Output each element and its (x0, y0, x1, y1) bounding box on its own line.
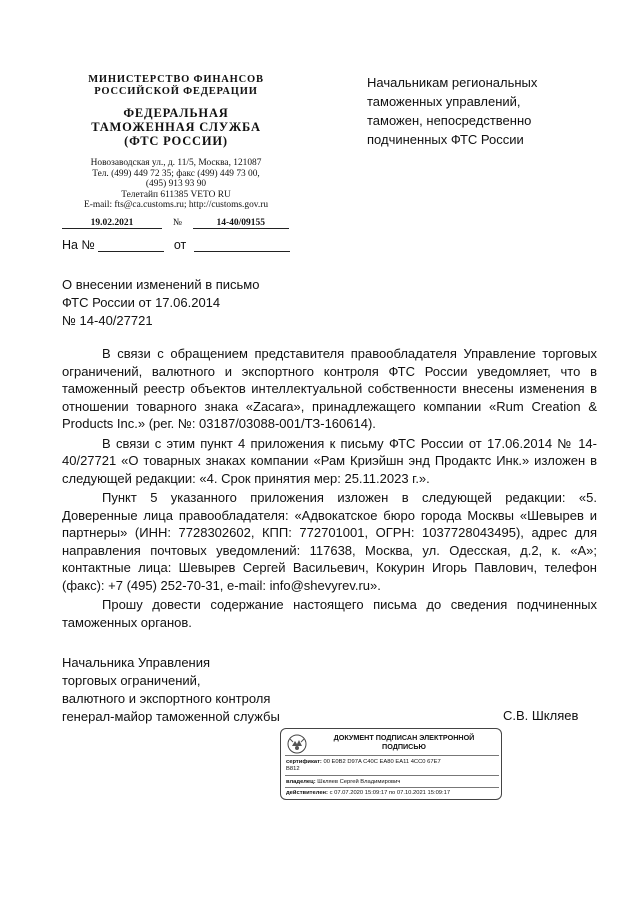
sender-header (58, 74, 294, 211)
stamp-divider (285, 775, 499, 776)
body-paragraph: Пункт 5 указанного приложения изложен в следующей редакции: «5. Доверенные лица правообладателя: «Адвокатское бюро города Москвы «Шевырев и партнеры» (ИНН: 7728302602, КПП: 772701001, ОГРН: 1037728043495), адрес для направления почтовых уведомлений: 117638, Москва, ул. Одесская, д.2, к. «А»; контактные лица: Шевырев Сергей Васильевич, Кокурин Игорь Павлович, телефон (факс): +7 (495) 252-70-31, e-mail: info@shevyrev.ru». (62, 490, 597, 593)
address-line: (495) 913 93 90 (145, 179, 207, 189)
document-number: 14-40/09155 (193, 218, 289, 229)
agency-line-2: ТАМОЖЕННАЯ СЛУЖБА (91, 120, 261, 134)
e-signature-stamp (280, 728, 502, 800)
owner-value: Шкляев Сергей Владимирович (317, 779, 401, 785)
sender-address (58, 158, 294, 211)
stamp-certificate (286, 759, 498, 766)
emblem-icon (286, 733, 308, 755)
signatory-title-line: Начальника Управления (62, 655, 211, 670)
addressee-line: таможенных управлений, (367, 94, 521, 109)
stamp-certificate-cont: B812 (286, 766, 300, 772)
address-line: E-mail: fts@ca.customs.ru; http://customs.gov.ru (83, 200, 269, 210)
subject-line: О внесении изменений в письмо (62, 277, 260, 292)
stamp-validity (286, 790, 498, 797)
signatory-name: С.В. Шкляев (503, 708, 579, 723)
signatory-title-line: генерал-майор таможенной службы (62, 709, 280, 724)
address-line: Новозаводская ул., д. 11/5, Москва, 121087 (90, 158, 262, 168)
agency-line-3: (ФТС РОССИИ) (124, 134, 228, 148)
address-line: Тел. (499) 449 72 35; факс (499) 449 73 00, (92, 168, 260, 179)
stamp-owner (286, 779, 498, 786)
reference-from-label: от (173, 238, 187, 252)
valid-label: действителен: (286, 790, 328, 796)
reference-label: На № (62, 238, 95, 252)
reference-date-blank (194, 239, 290, 252)
stamp-divider (285, 755, 499, 756)
signatory-title-line: торговых ограничений, (62, 673, 201, 688)
addressee-line: таможен, непосредственно (367, 113, 532, 128)
ministry-line-1: МИНИСТЕРСТВО ФИНАНСОВ (88, 74, 264, 85)
agency-line-1: ФЕДЕРАЛЬНАЯ (123, 106, 229, 120)
registration-line (62, 218, 292, 229)
signatory-title-line: валютного и экспортного контроля (62, 691, 271, 706)
valid-value: с 07.07.2020 15:09:17 по 07.10.2021 15:09:17 (329, 790, 451, 796)
address-line: Телетайп 611385 VETO RU (121, 189, 231, 200)
addressee (367, 73, 607, 149)
addressee-line: подчиненных ФТС России (367, 132, 524, 147)
signatory-title (62, 654, 362, 726)
addressee-line: Начальникам региональных (367, 75, 538, 90)
owner-label: владелец: (286, 779, 316, 785)
cert-value: 00 E0B2 D97A C40C EA80 EA11 4CC0 67E7 (323, 759, 441, 765)
stamp-divider (285, 787, 499, 788)
reference-number-blank (98, 239, 164, 252)
subject-line: № 14-40/27721 (62, 313, 153, 328)
body-paragraph: В связи с этим пункт 4 приложения к письму ФТС России от 17.06.2014 № 14-40/27721 «О товарных знаках компании «Рам Криэйшн энд Продактс Инк.» изложен в следующей редакции: «4. Срок принятия мер: 25.11.2023 г.». (62, 435, 597, 486)
ministry-line-2: РОССИЙСКОЙ ФЕДЕРАЦИИ (94, 86, 258, 97)
subject-line: ФТС России от 17.06.2014 (62, 295, 221, 310)
cert-label: сертификат: (286, 759, 322, 765)
body-paragraph: В связи с обращением представителя правообладателя Управление торговых ограничений, валютного и экспортного контроля ФТС России уведомляет, что в таможенный реестр объектов интеллектуальной собственности внесены изменения в отношении товарного знака «Zacara», принадлежащего компании «Rum Creation & Products Inc.» (рег. №: 03187/03088-001/ТЗ-160614). (62, 346, 597, 431)
letter-subject (62, 276, 322, 330)
document-date: 19.02.2021 (62, 218, 162, 229)
reference-line (62, 238, 302, 252)
letter-body (62, 345, 597, 633)
body-paragraph: Прошу довести содержание настоящего письма до сведения подчиненных таможенных органов. (62, 597, 597, 630)
number-label: № (172, 218, 182, 228)
stamp-title: ДОКУМЕНТ ПОДПИСАН ЭЛЕКТРОННОЙ ПОДПИСЬЮ (333, 733, 475, 751)
